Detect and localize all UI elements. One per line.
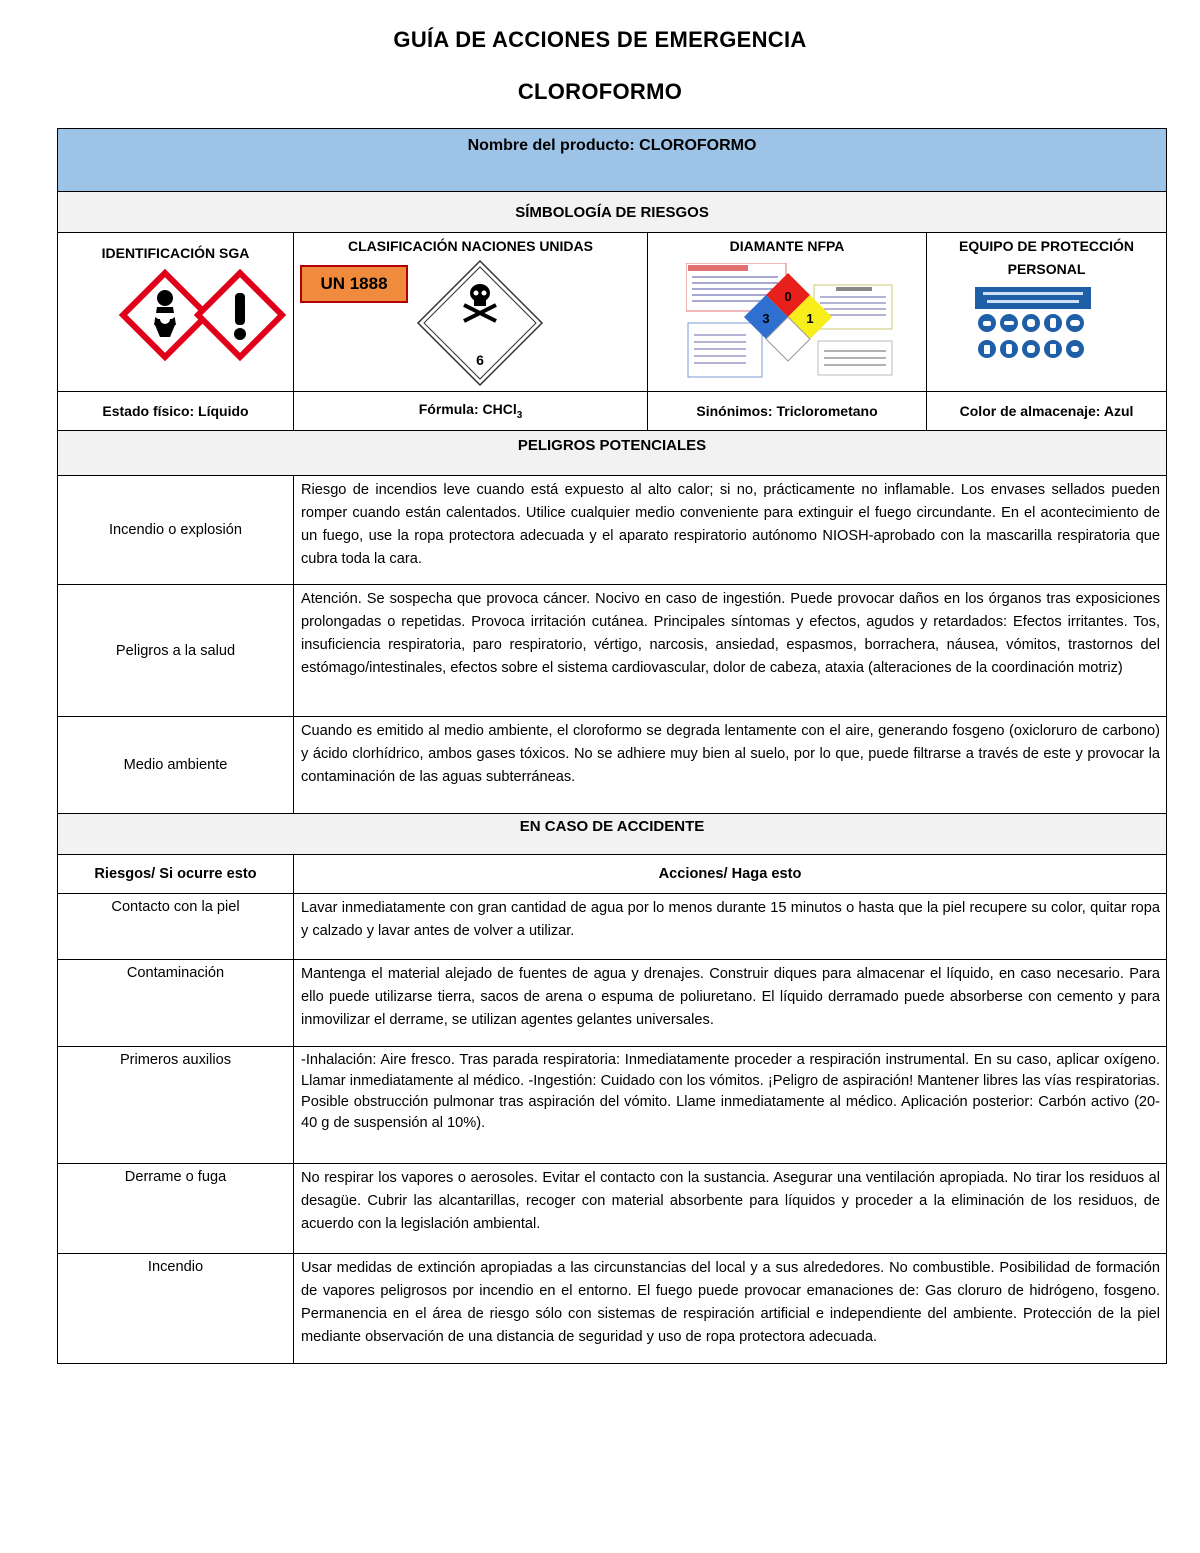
nfpa-title: DIAMANTE NFPA <box>729 238 845 254</box>
formula <box>294 392 648 431</box>
un-title: CLASIFICACIÓN NACIONES UNIDAS <box>347 238 593 254</box>
ghs-pictograms <box>58 265 292 375</box>
physical-state: Estado físico: Líquido <box>58 392 294 431</box>
product-row <box>58 129 1167 192</box>
hazard-text: Cuando es emitido al medio ambiente, el cloroformo se degrada lentamente con el aire, generando fosgeno (oxicloruro de carbono) y ácido clorhídrico, ambos gases tóxicos. No se adhiere muy bien al suelo, por lo que, puede filtrarse a través de este y provocar la contaminación de las aguas subterráneas. <box>294 717 1167 814</box>
hazard-label: Peligros a la salud <box>58 585 294 717</box>
hazard-text: Riesgo de incendios leve cuando está expuesto al alto calor; si no, prácticamente no inflamable. Los envases sellados pueden romper cuando están calentados. Utilice cualquier medio conveniente para extinguir el fuego circundante. En el acontecimiento de un fuego, use la ropa protectora adecuada y el aparato respiratorio autónomo NIOSH-aprobado con la mascarilla respiratoria que cubra toda la cara. <box>294 476 1167 585</box>
un-class-number: 6 <box>476 352 484 368</box>
hazard-label: Incendio o explosión <box>58 476 294 585</box>
hazard-row-health <box>58 585 1167 717</box>
accident-label: Contacto con la piel <box>58 894 294 960</box>
sga-title: IDENTIFICACIÓN SGA <box>101 245 250 261</box>
accident-row <box>58 894 1167 960</box>
nfpa-diamond-chart <box>686 263 896 383</box>
actions-column-header: Acciones/ Haga esto <box>294 855 1167 894</box>
symbology-header-row <box>58 192 1167 233</box>
hazard-text: Atención. Se sospecha que provoca cáncer. Nocivo en caso de ingestión. Puede provocar daños en los órganos tras exposiciones prolongadas o repetidas. Provoca irritación cutánea. Principales síntomas y efectos, agudos y retardados: Efectos irritantes. Tos, insuficiencia respiratoria, paro respiratorio, vértigo, narcosis, ansiedad, espasmos, borrachera, náusea, vómitos, trastornos del estómago/intestinales, efectos sobre el sistema cardiovascular, dolor de cabeza, ataxia (alteraciones de la coordinación motriz) <box>294 585 1167 717</box>
accident-text: -Inhalación: Aire fresco. Tras parada respiratoria: Inmediatamente proceder a respiración instrumental. En su caso, aplicar oxígeno. Llamar inmediatamente al médico. -Ingestión: Cuidado con los vómitos. ¡Peligro de aspiración! Mantener libres las vías respiratorias. Posible obstrucción pulmonar tras aspiración del vómito. Llame inmediatamente al médico. Aplicación posterior: Carbón activo (20-40 g de suspensión al 10%). <box>294 1047 1167 1164</box>
nfpa-cell <box>648 233 927 392</box>
accident-row <box>58 1254 1167 1364</box>
accident-label: Primeros auxilios <box>58 1047 294 1164</box>
nfpa-health: 3 <box>762 311 770 326</box>
nfpa-flammability: 0 <box>784 289 792 304</box>
ppe-icons-panel <box>975 287 1091 367</box>
exclamation-mark-icon <box>198 273 282 357</box>
hazard-row-fire <box>58 476 1167 585</box>
accident-text: Lavar inmediatamente con gran cantidad de agua por lo menos durante 15 minutos o hasta que la piel recupere su color, quitar ropa y calzado y lavar antes de volver a utilizar. <box>294 894 1167 960</box>
un-number-badge: UN 1888 <box>300 265 408 303</box>
risks-column-header: Riesgos/ Si ocurre esto <box>58 855 294 894</box>
formula-subscript: 3 <box>516 409 523 421</box>
nfpa-reactivity: 1 <box>806 311 814 326</box>
accident-text: Mantenga el material alejado de fuentes de agua y drenajes. Construir diques para almacenar el líquido, en caso necesario. Para ello puede utilizarse tierra, sacos de arena o espuma de poliuretano. El líquido derramado puede absorberse con cemento y para inmovilizar el derrame, se utilizan agentes gelantes universales. <box>294 960 1167 1047</box>
storage-color: Color de almacenaje: Azul <box>927 392 1167 431</box>
hazards-header: PELIGROS POTENCIALES <box>58 431 1167 476</box>
accident-label: Incendio <box>58 1254 294 1364</box>
sga-cell <box>58 233 294 392</box>
emergency-guide-table <box>57 128 1167 1364</box>
un-cell <box>294 233 648 392</box>
ppe-title: EQUIPO DE PROTECCIÓN PERSONAL <box>959 238 1135 277</box>
accident-label: Derrame o fuga <box>58 1164 294 1254</box>
synonyms: Sinónimos: Triclorometano <box>648 392 927 431</box>
accident-columns-row <box>58 855 1167 894</box>
formula-text: Fórmula: CHCl <box>418 401 517 418</box>
product-name: Nombre del producto: CLOROFORMO <box>58 129 1167 192</box>
accident-text: No respirar los vapores o aerosoles. Evitar el contacto con la sustancia. Asegurar una ventilación apropiada. No tirar los residuos al desagüe. Cubrir las alcantarillas, recoger con material absorbente para líquidos y proceder a la eliminación de los residuos, de acuerdo con la legislación ambiental. <box>294 1164 1167 1254</box>
ppe-cell <box>927 233 1167 392</box>
accident-row <box>58 1047 1167 1164</box>
symbology-header: SÍMBOLOGÍA DE RIESGOS <box>58 192 1167 233</box>
document-subtitle: CLOROFORMO <box>517 79 683 104</box>
toxic-class-6-label <box>416 259 544 387</box>
document-title: GUÍA DE ACCIONES DE EMERGENCIA <box>393 27 807 52</box>
accident-text: Usar medidas de extinción apropiadas a las circunstancias del local y a sus alrededores. No combustible. Posibilidad de formación de vapores peligrosos por incendio en el entorno. El fuego puede provocar emanaciones de: Gas cloruro de hidrógeno, fosgeno. Permanencia en el área de riesgo sólo con sistemas de respiración artificial e independiente del ambiente. Protección de la piel mediante observación de una distancia de seguridad y uso de ropa protectora adecuada. <box>294 1254 1167 1364</box>
hazard-row-environment <box>58 717 1167 814</box>
accident-header-row <box>58 814 1167 855</box>
hazard-label: Medio ambiente <box>58 717 294 814</box>
accident-header: EN CASO DE ACCIDENTE <box>58 814 1167 855</box>
properties-row <box>58 392 1167 431</box>
accident-row <box>58 1164 1167 1254</box>
accident-label: Contaminación <box>58 960 294 1047</box>
hazards-header-row <box>58 431 1167 476</box>
accident-row <box>58 960 1167 1047</box>
symbology-row <box>58 233 1167 392</box>
